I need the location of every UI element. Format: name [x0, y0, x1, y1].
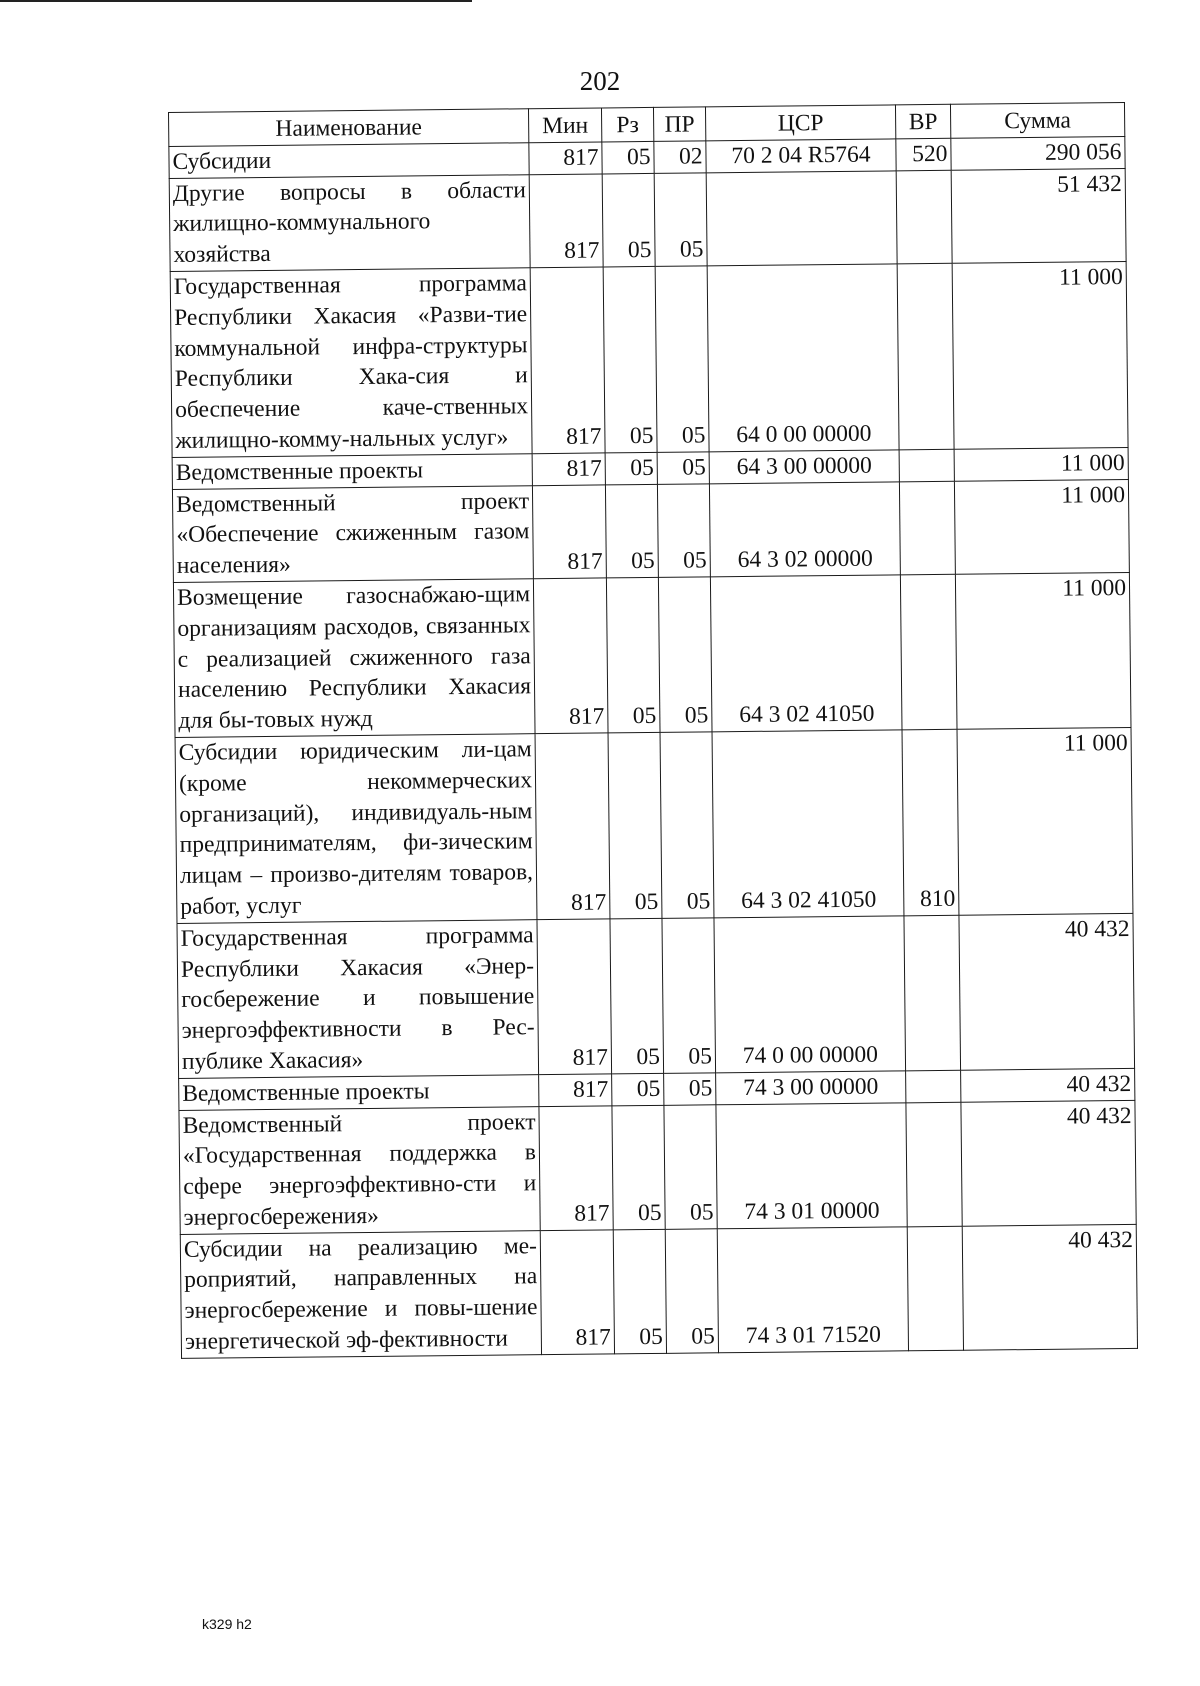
- cell-vr: [904, 915, 961, 1071]
- cell-sum: 11 000: [954, 447, 1128, 481]
- table-row: [177, 913, 1135, 1078]
- cell-rz: 05: [612, 1105, 665, 1230]
- header-min: Мин: [528, 108, 601, 143]
- table-row: [180, 1224, 1137, 1358]
- header-vr: ВР: [895, 104, 950, 138]
- cell-min: 817: [532, 485, 606, 579]
- cell-min: 817: [529, 142, 602, 175]
- cell-vr: [899, 449, 954, 481]
- cell-name: Ведомственные проекты: [179, 1074, 539, 1110]
- table-row: [175, 727, 1133, 923]
- cell-csr: 64 0 00 00000: [707, 264, 899, 452]
- cell-name: Государственная программа Республики Хакасия «Разви-тие коммунальной инфра-структуры Республики Хака-сия и обеспечение каче-ственных жилищно-комму-нальных услуг»: [170, 268, 532, 458]
- cell-pr: 05: [660, 732, 714, 918]
- cell-vr: [900, 574, 957, 730]
- cell-csr: 64 3 00 00000: [709, 450, 899, 484]
- cell-csr: 74 0 00 00000: [714, 916, 906, 1073]
- cell-sum: 11 000: [955, 572, 1131, 729]
- cell-sum: 11 000: [957, 727, 1133, 915]
- cell-vr: 520: [896, 138, 951, 170]
- cell-min: 817: [540, 1230, 614, 1355]
- cell-pr: 05: [664, 1104, 717, 1229]
- footer-code: k329 h2: [202, 1616, 252, 1632]
- cell-min: 817: [537, 919, 612, 1075]
- cell-name: Субсидии: [169, 143, 529, 179]
- cell-sum: 51 432: [951, 168, 1126, 263]
- cell-csr: 64 3 02 00000: [709, 481, 900, 576]
- cell-pr: 05: [657, 452, 709, 484]
- cell-min: 817: [529, 174, 603, 268]
- cell-min: 817: [539, 1105, 613, 1230]
- cell-pr: 05: [658, 577, 712, 733]
- budget-table: [168, 102, 1138, 1359]
- cell-rz: 05: [610, 918, 664, 1074]
- cell-rz: 05: [602, 173, 655, 267]
- cell-vr: [896, 170, 952, 264]
- cell-sum: 40 432: [959, 913, 1135, 1070]
- cell-sum: 11 000: [954, 479, 1129, 574]
- cell-vr: [906, 1070, 961, 1102]
- cell-name: Государственная программа Республики Хакасия «Энер-госбережение и повышение энергоэффективности в Рес-публике Хакасия»: [177, 919, 539, 1078]
- cell-rz: 05: [612, 1073, 664, 1105]
- cell-csr: 74 3 01 71520: [717, 1227, 908, 1353]
- cell-min: 817: [532, 453, 605, 486]
- table-row: [169, 168, 1126, 271]
- cell-csr: [706, 170, 897, 265]
- cell-csr: 74 3 00 00000: [716, 1071, 906, 1105]
- cell-csr: 64 3 02 41050: [710, 575, 902, 732]
- header-name: Наименование: [169, 109, 529, 147]
- cell-rz: 05: [605, 452, 657, 484]
- cell-rz: 05: [605, 484, 658, 578]
- header-csr: ЦСР: [705, 105, 895, 141]
- cell-vr: [899, 481, 955, 575]
- cell-sum: 11 000: [952, 261, 1128, 449]
- table-row: [170, 261, 1128, 457]
- header-pr: ПР: [653, 107, 705, 141]
- table-row: [173, 572, 1131, 737]
- cell-rz: 05: [613, 1229, 666, 1354]
- cell-name: Ведомственные проекты: [172, 453, 532, 489]
- cell-rz: 05: [602, 141, 654, 173]
- cell-pr: 05: [665, 1228, 718, 1353]
- cell-min: 817: [539, 1074, 612, 1107]
- cell-pr: 02: [654, 141, 706, 173]
- cell-min: 817: [530, 267, 605, 454]
- cell-vr: [897, 263, 954, 449]
- page-number: 202: [579, 66, 621, 96]
- cell-csr: 74 3 01 00000: [716, 1102, 907, 1228]
- cell-sum: 40 432: [962, 1224, 1137, 1350]
- cell-pr: 05: [655, 266, 709, 452]
- top-rule: [0, 0, 472, 2]
- cell-name: Субсидии юридическим ли-цам (кроме некоммерческих организаций), индивидуаль-ным предпринимателям, фи-зическим лицам – произво-дителям товаров, работ, услуг: [175, 734, 537, 924]
- cell-sum: 290 056: [951, 136, 1125, 170]
- cell-min: 817: [533, 578, 608, 734]
- cell-csr: 64 3 02 41050: [712, 730, 904, 918]
- cell-name: Возмещение газоснабжаю-щим организациям расходов, связанных с реализацией сжиженного газа населению Республики Хакасия для бы-товых нужд: [173, 579, 535, 738]
- cell-rz: 05: [608, 732, 662, 918]
- cell-vr: [906, 1102, 962, 1227]
- table-row: [179, 1100, 1136, 1234]
- cell-name: Субсидии на реализацию ме-роприятий, направленных на энергосбережение и повы-шение энергетической эф-фективности: [180, 1230, 541, 1358]
- cell-rz: 05: [603, 266, 657, 452]
- header-rz: Рз: [601, 107, 653, 141]
- cell-pr: 05: [664, 1073, 716, 1105]
- cell-pr: 05: [654, 172, 707, 266]
- cell-pr: 05: [662, 918, 716, 1074]
- cell-vr: [907, 1226, 963, 1351]
- header-sum: Сумма: [950, 102, 1124, 138]
- table-row: [172, 479, 1129, 582]
- cell-csr: 70 2 04 R5764: [706, 139, 896, 173]
- cell-vr: 810: [902, 729, 959, 915]
- cell-pr: 05: [657, 483, 710, 577]
- cell-name: Ведомственный проект «Обеспечение сжиженным газом населения»: [172, 485, 533, 582]
- cell-name: Ведомственный проект «Государственная поддержка в сфере энергоэффективно-сти и энергосбережения»: [179, 1106, 540, 1234]
- cell-sum: 40 432: [961, 1068, 1135, 1102]
- cell-min: 817: [535, 733, 610, 920]
- cell-name: Другие вопросы в области жилищно-коммунального хозяйства: [169, 174, 530, 271]
- cell-sum: 40 432: [961, 1100, 1136, 1226]
- cell-rz: 05: [606, 577, 660, 733]
